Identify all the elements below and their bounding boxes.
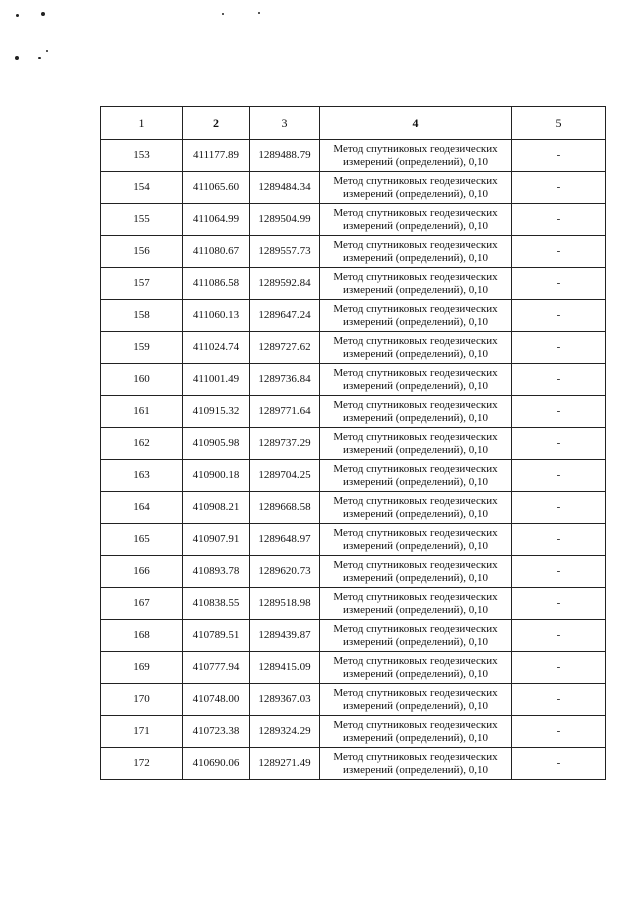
header-col-5: 5 <box>512 107 606 140</box>
description-cell: - <box>512 716 606 748</box>
method-cell <box>320 524 512 556</box>
description-cell: - <box>512 684 606 716</box>
description-cell: - <box>512 332 606 364</box>
table-row <box>101 140 606 172</box>
method-line-1: Метод спутниковых геодезических <box>333 494 498 507</box>
point-number-cell: 172 <box>101 748 183 780</box>
point-number-cell: 159 <box>101 332 183 364</box>
table-body <box>101 140 606 780</box>
y-coordinate-cell: 1289727.62 <box>250 332 320 364</box>
header-col-4: 4 <box>320 107 512 140</box>
description-cell: - <box>512 556 606 588</box>
method-line-2: измерений (определений), 0,10 <box>343 219 488 232</box>
x-coordinate-cell: 410908.21 <box>183 492 250 524</box>
y-coordinate-cell: 1289484.34 <box>250 172 320 204</box>
x-coordinate-cell: 411064.99 <box>183 204 250 236</box>
table-row <box>101 268 606 300</box>
description-cell: - <box>512 300 606 332</box>
method-line-1: Метод спутниковых геодезических <box>333 622 498 635</box>
method-cell <box>320 172 512 204</box>
method-line-1: Метод спутниковых геодезических <box>333 270 498 283</box>
point-number-cell: 154 <box>101 172 183 204</box>
x-coordinate-cell: 411001.49 <box>183 364 250 396</box>
scan-speck <box>41 12 45 16</box>
table-row <box>101 396 606 428</box>
description-cell: - <box>512 140 606 172</box>
table-row <box>101 716 606 748</box>
y-coordinate-cell: 1289668.58 <box>250 492 320 524</box>
point-number-cell: 170 <box>101 684 183 716</box>
point-number-cell: 155 <box>101 204 183 236</box>
y-coordinate-cell: 1289737.29 <box>250 428 320 460</box>
method-line-2: измерений (определений), 0,10 <box>343 347 488 360</box>
y-coordinate-cell: 1289324.29 <box>250 716 320 748</box>
description-cell: - <box>512 748 606 780</box>
table-row <box>101 556 606 588</box>
method-line-2: измерений (определений), 0,10 <box>343 315 488 328</box>
method-line-2: измерений (определений), 0,10 <box>343 571 488 584</box>
y-coordinate-cell: 1289557.73 <box>250 236 320 268</box>
header-col-1: 1 <box>101 107 183 140</box>
method-cell <box>320 620 512 652</box>
point-number-cell: 169 <box>101 652 183 684</box>
x-coordinate-cell: 411024.74 <box>183 332 250 364</box>
method-line-2: измерений (определений), 0,10 <box>343 283 488 296</box>
y-coordinate-cell: 1289648.97 <box>250 524 320 556</box>
method-line-2: измерений (определений), 0,10 <box>343 507 488 520</box>
x-coordinate-cell: 410789.51 <box>183 620 250 652</box>
y-coordinate-cell: 1289271.49 <box>250 748 320 780</box>
point-number-cell: 156 <box>101 236 183 268</box>
table-row <box>101 620 606 652</box>
method-cell <box>320 684 512 716</box>
method-line-1: Метод спутниковых геодезических <box>333 590 498 603</box>
method-line-2: измерений (определений), 0,10 <box>343 251 488 264</box>
method-cell <box>320 364 512 396</box>
y-coordinate-cell: 1289488.79 <box>250 140 320 172</box>
scan-speck <box>16 14 19 17</box>
x-coordinate-cell: 411086.58 <box>183 268 250 300</box>
method-line-1: Метод спутниковых геодезических <box>333 366 498 379</box>
header-col-3: 3 <box>250 107 320 140</box>
method-line-1: Метод спутниковых геодезических <box>333 206 498 219</box>
x-coordinate-cell: 411060.13 <box>183 300 250 332</box>
table-header <box>101 107 606 140</box>
header-col-2: 2 <box>183 107 250 140</box>
table-row <box>101 588 606 620</box>
x-coordinate-cell: 411065.60 <box>183 172 250 204</box>
description-cell: - <box>512 652 606 684</box>
x-coordinate-cell: 411080.67 <box>183 236 250 268</box>
method-cell <box>320 300 512 332</box>
table-row <box>101 428 606 460</box>
description-cell: - <box>512 428 606 460</box>
y-coordinate-cell: 1289415.09 <box>250 652 320 684</box>
method-line-1: Метод спутниковых геодезических <box>333 686 498 699</box>
method-line-1: Метод спутниковых геодезических <box>333 750 498 763</box>
x-coordinate-cell: 410838.55 <box>183 588 250 620</box>
method-line-1: Метод спутниковых геодезических <box>333 174 498 187</box>
method-cell <box>320 140 512 172</box>
description-cell: - <box>512 364 606 396</box>
y-coordinate-cell: 1289592.84 <box>250 268 320 300</box>
method-line-1: Метод спутниковых геодезических <box>333 654 498 667</box>
point-number-cell: 168 <box>101 620 183 652</box>
method-line-2: измерений (определений), 0,10 <box>343 539 488 552</box>
method-line-1: Метод спутниковых геодезических <box>333 526 498 539</box>
method-line-2: измерений (определений), 0,10 <box>343 155 488 168</box>
method-line-2: измерений (определений), 0,10 <box>343 763 488 776</box>
y-coordinate-cell: 1289704.25 <box>250 460 320 492</box>
y-coordinate-cell: 1289771.64 <box>250 396 320 428</box>
table-row <box>101 172 606 204</box>
table-row <box>101 364 606 396</box>
method-cell <box>320 492 512 524</box>
table-row <box>101 204 606 236</box>
header-row <box>101 107 606 140</box>
method-line-2: измерений (определений), 0,10 <box>343 667 488 680</box>
method-cell <box>320 268 512 300</box>
method-line-1: Метод спутниковых геодезических <box>333 558 498 571</box>
table-row <box>101 524 606 556</box>
x-coordinate-cell: 410690.06 <box>183 748 250 780</box>
scan-speck <box>222 13 224 15</box>
table-row <box>101 300 606 332</box>
method-line-1: Метод спутниковых геодезических <box>333 302 498 315</box>
method-line-1: Метод спутниковых геодезических <box>333 462 498 475</box>
x-coordinate-cell: 410900.18 <box>183 460 250 492</box>
point-number-cell: 162 <box>101 428 183 460</box>
method-line-1: Метод спутниковых геодезических <box>333 718 498 731</box>
coordinates-table <box>100 106 606 780</box>
description-cell: - <box>512 236 606 268</box>
method-line-2: измерений (определений), 0,10 <box>343 443 488 456</box>
description-cell: - <box>512 492 606 524</box>
method-line-2: измерений (определений), 0,10 <box>343 699 488 712</box>
method-line-2: измерений (определений), 0,10 <box>343 603 488 616</box>
point-number-cell: 163 <box>101 460 183 492</box>
point-number-cell: 171 <box>101 716 183 748</box>
scan-speck <box>38 57 41 59</box>
method-cell <box>320 332 512 364</box>
description-cell: - <box>512 620 606 652</box>
method-cell <box>320 588 512 620</box>
method-cell <box>320 460 512 492</box>
y-coordinate-cell: 1289518.98 <box>250 588 320 620</box>
table-row <box>101 460 606 492</box>
method-cell <box>320 428 512 460</box>
x-coordinate-cell: 410777.94 <box>183 652 250 684</box>
table-row <box>101 748 606 780</box>
scan-speck <box>46 50 48 52</box>
description-cell: - <box>512 172 606 204</box>
table-row <box>101 492 606 524</box>
scan-speck <box>15 56 19 60</box>
x-coordinate-cell: 411177.89 <box>183 140 250 172</box>
table-row <box>101 332 606 364</box>
method-line-2: измерений (определений), 0,10 <box>343 475 488 488</box>
method-line-1: Метод спутниковых геодезических <box>333 430 498 443</box>
method-line-1: Метод спутниковых геодезических <box>333 142 498 155</box>
x-coordinate-cell: 410723.38 <box>183 716 250 748</box>
x-coordinate-cell: 410905.98 <box>183 428 250 460</box>
y-coordinate-cell: 1289647.24 <box>250 300 320 332</box>
method-cell <box>320 396 512 428</box>
method-line-2: измерений (определений), 0,10 <box>343 635 488 648</box>
method-line-1: Метод спутниковых геодезических <box>333 334 498 347</box>
x-coordinate-cell: 410893.78 <box>183 556 250 588</box>
scan-speck <box>258 12 260 14</box>
method-cell <box>320 748 512 780</box>
point-number-cell: 160 <box>101 364 183 396</box>
description-cell: - <box>512 588 606 620</box>
description-cell: - <box>512 396 606 428</box>
y-coordinate-cell: 1289504.99 <box>250 204 320 236</box>
description-cell: - <box>512 460 606 492</box>
table-row <box>101 684 606 716</box>
method-cell <box>320 716 512 748</box>
x-coordinate-cell: 410748.00 <box>183 684 250 716</box>
method-cell <box>320 556 512 588</box>
method-line-2: измерений (определений), 0,10 <box>343 187 488 200</box>
point-number-cell: 158 <box>101 300 183 332</box>
x-coordinate-cell: 410915.32 <box>183 396 250 428</box>
point-number-cell: 165 <box>101 524 183 556</box>
method-line-2: измерений (определений), 0,10 <box>343 379 488 392</box>
point-number-cell: 161 <box>101 396 183 428</box>
method-cell <box>320 236 512 268</box>
y-coordinate-cell: 1289439.87 <box>250 620 320 652</box>
method-line-1: Метод спутниковых геодезических <box>333 238 498 251</box>
point-number-cell: 167 <box>101 588 183 620</box>
table-row <box>101 236 606 268</box>
method-cell <box>320 652 512 684</box>
description-cell: - <box>512 204 606 236</box>
point-number-cell: 157 <box>101 268 183 300</box>
method-line-2: измерений (определений), 0,10 <box>343 731 488 744</box>
method-cell <box>320 204 512 236</box>
method-line-1: Метод спутниковых геодезических <box>333 398 498 411</box>
description-cell: - <box>512 524 606 556</box>
x-coordinate-cell: 410907.91 <box>183 524 250 556</box>
y-coordinate-cell: 1289620.73 <box>250 556 320 588</box>
table-row <box>101 652 606 684</box>
point-number-cell: 164 <box>101 492 183 524</box>
point-number-cell: 166 <box>101 556 183 588</box>
y-coordinate-cell: 1289736.84 <box>250 364 320 396</box>
description-cell: - <box>512 268 606 300</box>
point-number-cell: 153 <box>101 140 183 172</box>
method-line-2: измерений (определений), 0,10 <box>343 411 488 424</box>
y-coordinate-cell: 1289367.03 <box>250 684 320 716</box>
